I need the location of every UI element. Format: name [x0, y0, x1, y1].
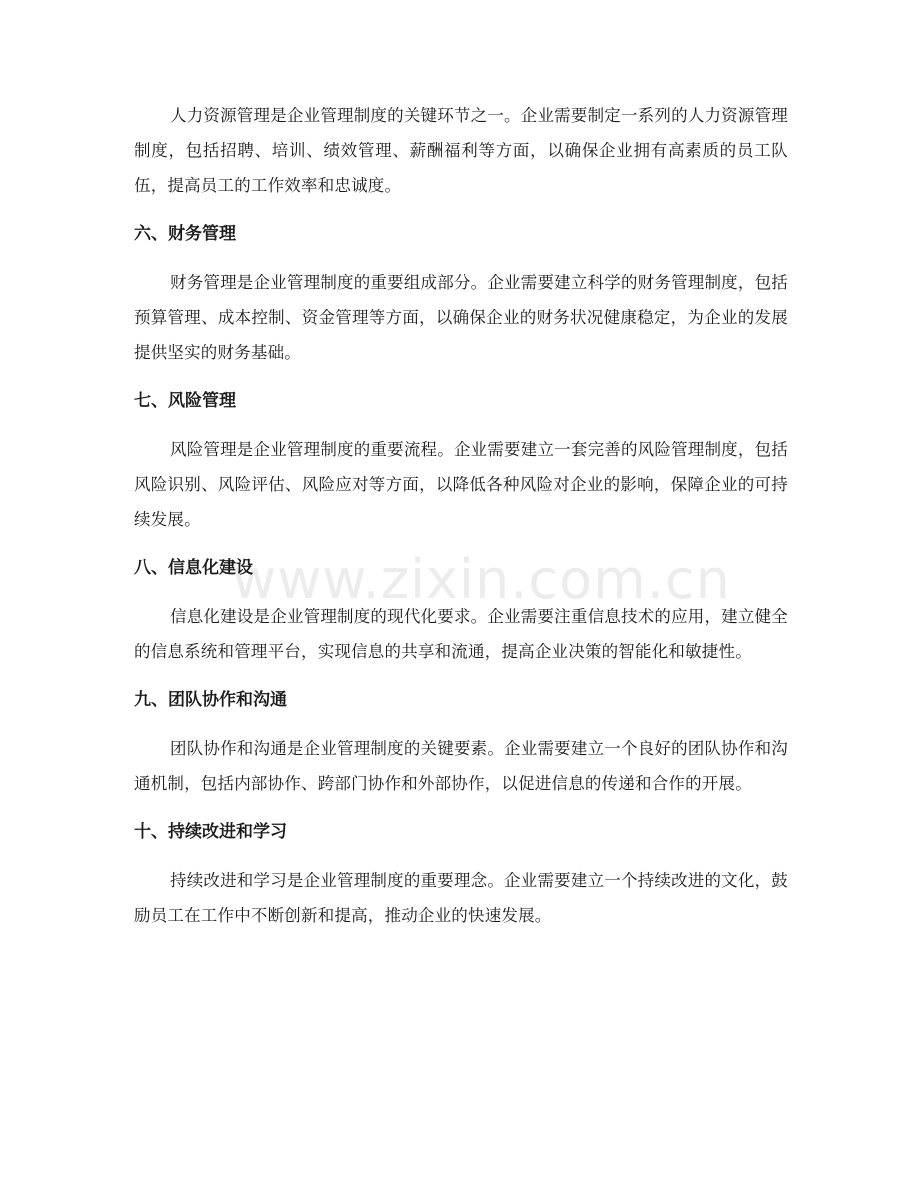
section-paragraph: 持续改进和学习是企业管理制度的重要理念。企业需要建立一个持续改进的文化，鼓励员工在工作中不断创新和提高，推动企业的快速发展。	[134, 871, 788, 925]
document-body	[134, 98, 788, 933]
watermark: www.zixin.com.cn	[232, 548, 731, 611]
section-heading: 六、财务管理	[134, 224, 236, 244]
section-heading: 八、信息化建设	[134, 558, 253, 578]
section-paragraph: 财务管理是企业管理制度的重要组成部分。企业需要建立科学的财务管理制度，包括预算管理、成本控制、资金管理等方面，以确保企业的财务状况健康稳定，为企业的发展提供坚实的财务基础。	[134, 273, 788, 362]
section-heading: 十、持续改进和学习	[134, 822, 287, 842]
intro-paragraph: 人力资源管理是企业管理制度的关键环节之一。企业需要制定一系列的人力资源管理制度，包括招聘、培训、绩效管理、薪酬福利等方面，以确保企业拥有高素质的员工队伍，提高员工的工作效率和忠诚度。	[134, 106, 788, 195]
section-finance	[134, 219, 788, 370]
section-informatization	[134, 553, 788, 669]
section-paragraph: 风险管理是企业管理制度的重要流程。企业需要建立一套完善的风险管理制度，包括风险识别、风险评估、风险应对等方面，以降低各种风险对企业的影响，保障企业的可持续发展。	[134, 440, 788, 529]
section-improvement	[134, 817, 788, 933]
section-heading: 九、团队协作和沟通	[134, 690, 287, 710]
section-risk	[134, 386, 788, 537]
section-paragraph: 团队协作和沟通是企业管理制度的关键要素。企业需要建立一个良好的团队协作和沟通机制，包括内部协作、跨部门协作和外部协作，以促进信息的传递和合作的开展。	[134, 739, 788, 793]
section-paragraph: 信息化建设是企业管理制度的现代化要求。企业需要注重信息技术的应用，建立健全的信息系统和管理平台，实现信息的共享和流通，提高企业决策的智能化和敏捷性。	[134, 607, 788, 661]
section-heading: 七、风险管理	[134, 391, 236, 411]
section-teamwork	[134, 685, 788, 801]
